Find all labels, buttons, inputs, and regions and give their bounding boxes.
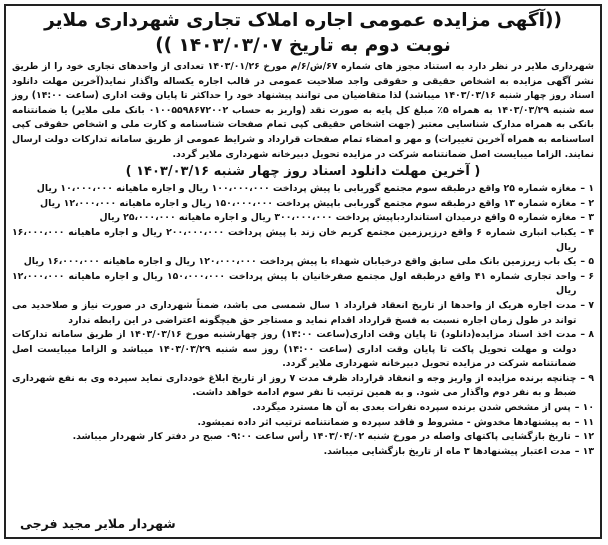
item-text: پس از مشخص شدن برنده سپرده نفرات بعدی به آن ها مسترد میگردد.	[252, 402, 571, 414]
list-item	[12, 226, 594, 255]
list-item	[12, 270, 594, 299]
item-number: ۱۰ –	[574, 402, 594, 414]
list-item	[12, 416, 594, 431]
list-item	[12, 182, 594, 197]
list-item	[12, 299, 594, 328]
list-item	[12, 372, 594, 401]
item-text: مغازه شماره ۲۵ واقع درطبقه سوم مجتمع گوربابی با پیش پرداخت ۱۰۰،۰۰۰،۰۰۰ ریال و اجاره ماهیانه ۱۰،۰۰۰،۰۰۰ ریال	[36, 183, 577, 195]
list-item	[12, 197, 594, 212]
item-text: تاریخ بازگشایی پاکتهای واصله در مورخ شنبه ۱۴۰۳/۰۴/۰۲ رأس ساعت ۰۹:۰۰ صبح در دفتر کار شهردار میباشد.	[72, 431, 571, 443]
item-number: ۵ –	[580, 256, 594, 268]
list-item	[12, 445, 594, 460]
item-number: ۲ –	[580, 197, 594, 209]
item-text: مغازه شماره ۱۳ واقع درطبقه سوم مجتمع گوربابی باپیش پرداخت ۱۵۰،۰۰۰،۰۰۰ ریال و اجاره ماهیانه ۱۲،۰۰۰،۰۰۰ ریال	[40, 197, 577, 209]
list-item	[12, 211, 594, 226]
item-text: مدت اخذ اسناد مزایده(دانلود) تا پایان وقت اداری(ساعت ۱۴:۰۰) روز چهارشنبه مورخ ۱۴۰۳/۰۳/۱۶ از طریق سامانه تدارکات دولت و مهلت تحویل پاکت تا پایان وقت اداری (ساعت ۱۴:۰۰) روز سه شنبه ۱۴۰۳/۰۳/۲۹ میباشد و الزاما میبایست اصل ضمانتنامه شرکت در مزایده تحویل دبیرخانه شهرداری ملایر گردد.	[12, 329, 577, 370]
item-text: مدت اجاره هریک از واحدها از تاریخ انعقاد قرارداد ۱ سال شمسی می باشد، ضمناً شهرداری در صورت نیاز و صلاحدید می تواند در طول زمان اجاره نسبت به فسخ قرارداد اقدام نماید و مستاجر حق هیچگونه اعتراضی در این رابطه ندارد	[12, 299, 577, 326]
item-text: یک باب زیرزمین بانک ملی سابق واقع درخیابان شهداء با پیش پرداخت ۱۲۰،۰۰۰،۰۰۰ ریال و اجاره ماهیانه ۱۶،۰۰۰،۰۰۰ ریال	[23, 256, 577, 268]
item-number: ۶ –	[580, 270, 594, 282]
item-number: ۱۲ –	[574, 431, 594, 443]
item-number: ۱۳ –	[574, 445, 594, 457]
download-deadline: ( آخرین مهلت دانلود اسناد روز چهار شنبه ۱۴۰۳/۰۳/۱۶ )	[125, 164, 481, 180]
item-number: ۴ –	[580, 226, 594, 238]
item-text: چنانچه برنده مزایده از واریز وجه و انعقاد قرارداد ظرف مدت ۷ روز از تاریخ ابلاغ خودداری نماید سپرده وی به نفع شهرداری ضبط و به نفر دوم واگذار می شود. و به همین ترتیب تا نفر سوم ادامه خواهد داشت.	[12, 372, 577, 399]
item-text: یکباب انباری شماره ۶ واقع درزیرزمین مجتمع کریم خان زند با پیش پرداخت ۲۰۰،۰۰۰،۰۰۰ ریال و اجاره ماهیانه ۱۶،۰۰۰،۰۰۰ ریال	[12, 226, 577, 253]
auction-notice	[4, 4, 602, 539]
conditions-list	[12, 182, 594, 459]
item-number: ۷ –	[580, 299, 594, 311]
item-text: مدت اعتبار پیشنهادها ۳ ماه از تاریخ بازگشایی میباشد.	[323, 445, 571, 457]
notice-intro: شهرداری ملایر در نظر دارد به استناد مجوز های شماره ۶۷/ش/۶/م مورخ ۱۴۰۳/۰۱/۲۶ تعدادی از واحدهای تجاری خود را از طریق نشر آگهی مزایده به اشخاص حقیقی و حقوقی واجد صلاحیت عمومی در قالب اجاره یکساله واگذار نماید(آخرین مهلت دانلود اسناد روز چهار شنبه ۱۴۰۳/۰۳/۱۶ میباشد) لذا متقاضیان می توانند پیشنهاد خود را حداکثر تا پایان وقت اداری (ساعت ۱۴:۰۰) روز سه شنبه ۱۴۰۳/۰۳/۲۹ به همراه ۵٪ مبلغ کل پایه به صورت نقد (واریز به حساب ۰۱۰۰۵۵۹۸۶۷۲۰۰۲ بانک ملی ملایر) یا ضمانتنامه بانکی به همراه مدارک شناسایی معتبر (جهت اشخاص حقیقی کپی تمام صفحات شناسنامه و کارت ملی و اشخاص حقوقی کپی اساسنامه به همراه آخرین تغییرات) و مهر و امضاء تمام صفحات قرارداد و شرایط عمومی از طریق سامانه تدارکات دولت ارسال نمایند. الزاما میبایست اصل ضمانتنامه شرکت در مزایده تحویل دبیرخانه شهرداری ملایر گردد.	[12, 61, 595, 160]
item-text: واحد تجاری شماره ۴۱ واقع درطبقه اول مجتمع صفرخانیان با پیش پرداخت ۱۵۰،۰۰۰،۰۰۰ ریال و اجاره ماهیانه ۱۲،۰۰۰،۰۰۰ ریال	[12, 270, 577, 297]
notice-title: ((آگهی مزایده عمومی اجاره املاک تجاری شهرداری ملایر	[44, 10, 562, 31]
item-number: ۸ –	[580, 329, 594, 341]
item-number: ۹ –	[580, 372, 594, 384]
item-number: ۱ –	[580, 183, 594, 195]
item-text: به پیشنهادها مخدوش - مشروط و فاقد سپرده و ضمانتنامه ترتیب اثر داده نمیشود.	[197, 416, 571, 428]
list-item	[12, 430, 594, 445]
list-item	[12, 328, 594, 372]
item-number: ۱۱ –	[574, 416, 594, 428]
item-text: مغازه شماره ۵ واقع درمیدان استانداردباپیش پرداخت ۳۰۰،۰۰۰،۰۰۰ ریال و اجاره ماهیانه ۲۵،۰۰۰،۰۰۰ ریال	[99, 212, 577, 224]
mayor-signature: شهردار ملایر مجید فرجی	[20, 516, 176, 531]
list-item	[12, 401, 594, 416]
item-number: ۳ –	[580, 212, 594, 224]
notice-subtitle: نوبت دوم به تاریخ ۱۴۰۳/۰۳/۰۷ ))	[155, 35, 451, 56]
list-item	[12, 255, 594, 270]
